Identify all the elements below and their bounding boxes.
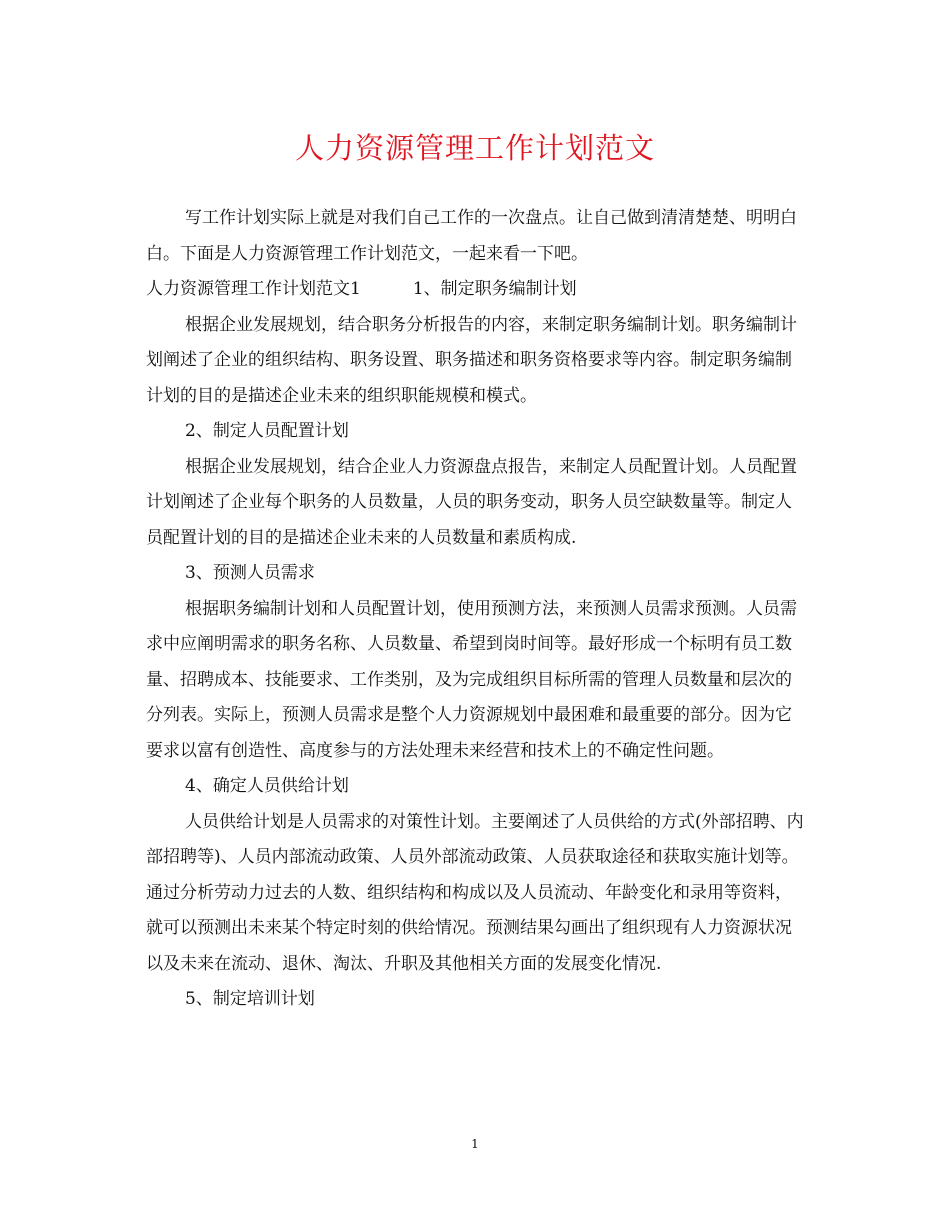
page-number: 1 <box>471 1137 479 1151</box>
intro-paragraph: 写工作计划实际上就是对我们自己工作的一次盘点。让自己做到清清楚楚、明明白白。下面是人力资源管理工作计划范文，一起来看一下吧。 <box>146 208 797 264</box>
document-body <box>146 201 804 1018</box>
section-3-heading: 3、预测人员需求 <box>185 563 315 583</box>
section-1-heading: 1、制定职务编制计划 <box>412 279 577 299</box>
document-title: 人力资源管理工作计划范文 <box>294 131 655 165</box>
section-1-text: 根据企业发展规划，结合职务分析报告的内容，来制定职务编制计划。职务编制计划阐述了企业的组织结构、职务设置、职务描述和职务资格要求等内容。制定职务编制计划的目的是描述企业未来的组织职能规模和模式。 <box>146 314 797 406</box>
article-label: 人力资源管理工作计划范文1 <box>146 279 361 299</box>
section-4-text: 人员供给计划是人员需求的对策性计划。主要阐述了人员供给的方式(外部招聘、内部招聘等)、人员内部流动政策、人员外部流动政策、人员获取途径和获取实施计划等。通过分析劳动力过去的人数、组织结构和构成以及人员流动、年龄变化和录用等资料，就可以预测出未来某个特定时刻的供给情况。预测结果勾画出了组织现有人力资源状况以及未来在流动、退休、淘汰、升职及其他相关方面的发展变化情况. <box>146 811 804 974</box>
article-label-line <box>146 272 804 308</box>
section-4-heading: 4、确定人员供给计划 <box>185 776 349 796</box>
section-2-heading: 2、制定人员配置计划 <box>185 421 349 441</box>
section-3-text: 根据职务编制计划和人员配置计划，使用预测方法，来预测人员需求预测。人员需求中应阐明需求的职务名称、人员数量、希望到岗时间等。最好形成一个标明有员工数量、招聘成本、技能要求、工作类别，及为完成组织目标所需的管理人员数量和层次的分列表。实际上，预测人员需求是整个人力资源规划中最困难和最重要的部分。因为它要求以富有创造性、高度参与的方法处理未来经营和技术上的不确定性问题。 <box>146 598 797 761</box>
section-5-heading: 5、制定培训计划 <box>185 989 315 1009</box>
section-2-text: 根据企业发展规划，结合企业人力资源盘点报告，来制定人员配置计划。人员配置计划阐述了企业每个职务的人员数量，人员的职务变动，职务人员空缺数量等。制定人员配置计划的目的是描述企业未来的人员数量和素质构成. <box>146 456 797 548</box>
